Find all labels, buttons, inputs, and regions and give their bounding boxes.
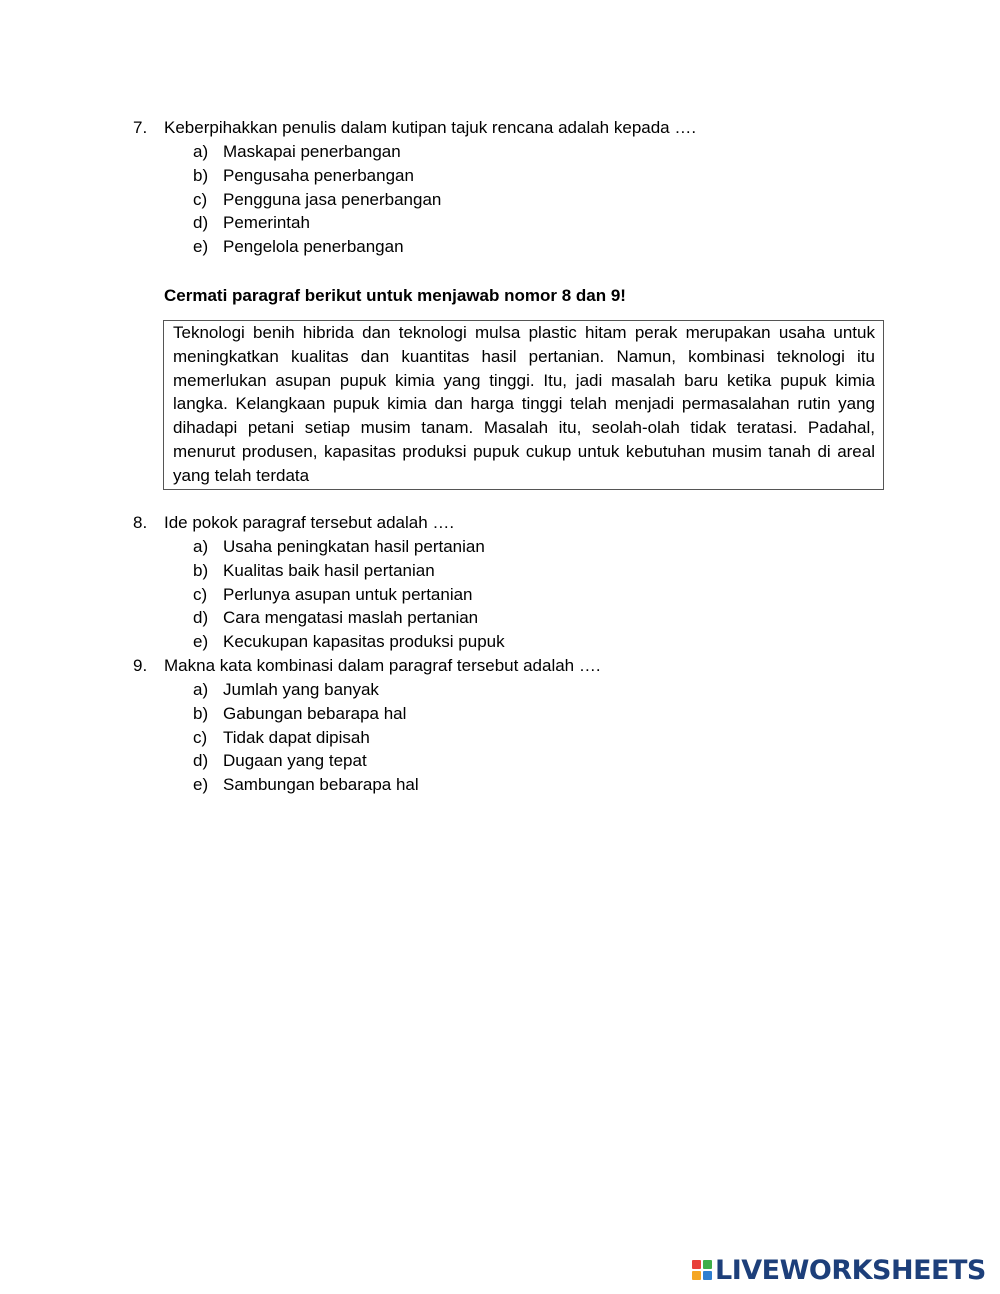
liveworksheets-logo-icon — [692, 1260, 712, 1280]
option-text: Pengusaha penerbangan — [223, 165, 414, 185]
option-text: Kecukupan kapasitas produksi pupuk — [223, 632, 505, 652]
option-text: Sambungan bebarapa hal — [223, 775, 419, 795]
option-d[interactable]: d) Dugaan yang tepat — [193, 751, 367, 771]
option-d[interactable]: d) Cara mengatasi maslah pertanian — [193, 608, 479, 628]
logo-tile — [703, 1260, 712, 1269]
question-9 — [133, 654, 601, 678]
question-text: Makna kata kombinasi dalam paragraf tersebut adalah …. — [164, 656, 601, 675]
logo-tile — [692, 1260, 701, 1269]
option-b[interactable]: b) Gabungan bebarapa hal — [193, 703, 407, 723]
instruction-heading: Cermati paragraf berikut untuk menjawab nomor 8 dan 9! — [164, 286, 626, 305]
question-8-options — [193, 535, 505, 654]
option-text: Pemerintah — [223, 213, 310, 233]
option-text: Jumlah yang banyak — [223, 680, 379, 699]
option-e[interactable]: e) Kecukupan kapasitas produksi pupuk — [193, 632, 505, 652]
option-c[interactable]: c) Pengguna jasa penerbangan — [193, 189, 442, 209]
option-text: Cara mengatasi maslah pertanian — [223, 608, 479, 628]
option-c[interactable]: c) Tidak dapat dipisah — [193, 727, 370, 747]
option-e[interactable]: e) Pengelola penerbangan — [193, 237, 404, 257]
option-text: Pengelola penerbangan — [223, 237, 404, 257]
option-c[interactable]: c) Perlunya asupan untuk pertanian — [193, 584, 473, 604]
logo-tile — [692, 1271, 701, 1280]
question-7 — [133, 116, 696, 140]
question-number: 7. — [133, 118, 148, 137]
question-number: 9. — [133, 656, 148, 675]
question-8 — [133, 511, 454, 535]
option-d[interactable]: d) Pemerintah — [193, 213, 310, 233]
option-text: Usaha peningkatan hasil pertanian — [223, 537, 485, 556]
option-a[interactable]: a) Usaha peningkatan hasil pertanian — [193, 537, 485, 556]
logo-tile — [703, 1271, 712, 1280]
question-number: 8. — [133, 513, 148, 532]
question-7-options — [193, 140, 441, 259]
option-text: Pengguna jasa penerbangan — [223, 189, 442, 209]
option-a[interactable]: a) Jumlah yang banyak — [193, 680, 379, 699]
option-text: Perlunya asupan untuk pertanian — [223, 584, 473, 604]
liveworksheets-logo — [692, 1253, 986, 1287]
logo-text: LIVEWORKSHEETS — [715, 1254, 986, 1286]
option-b[interactable]: b) Pengusaha penerbangan — [193, 165, 414, 185]
option-text: Maskapai penerbangan — [223, 142, 401, 161]
option-text: Dugaan yang tepat — [223, 751, 367, 771]
option-b[interactable]: b) Kualitas baik hasil pertanian — [193, 560, 435, 580]
question-9-options — [193, 678, 419, 797]
question-text: Keberpihakkan penulis dalam kutipan tajuk rencana adalah kepada …. — [164, 118, 697, 137]
option-text: Kualitas baik hasil pertanian — [223, 560, 435, 580]
option-e[interactable]: e) Sambungan bebarapa hal — [193, 775, 419, 795]
option-text: Gabungan bebarapa hal — [223, 703, 407, 723]
option-text: Tidak dapat dipisah — [223, 727, 370, 747]
option-a[interactable]: a) Maskapai penerbangan — [193, 142, 401, 161]
passage-box: Teknologi benih hibrida dan teknologi mulsa plastic hitam perak merupakan usaha untuk meningkatkan kualitas dan kuantitas hasil pertanian. Namun, kombinasi teknologi itu memerlukan asupan pupuk kimia yang tinggi. Itu, jadi masalah baru ketika pupuk kimia langka. Kelangkaan pupuk kimia dan harga tinggi telah menjadi permasalahan rutin yang dihadapi petani setiap musim tanam. Masalah itu, seolah-olah tidak teratasi. Padahal, menurut produsen, kapasitas produksi pupuk cukup untuk kebutuhan musim tanah di areal yang telah terdata — [163, 320, 884, 490]
question-text: Ide pokok paragraf tersebut adalah …. — [164, 513, 455, 532]
